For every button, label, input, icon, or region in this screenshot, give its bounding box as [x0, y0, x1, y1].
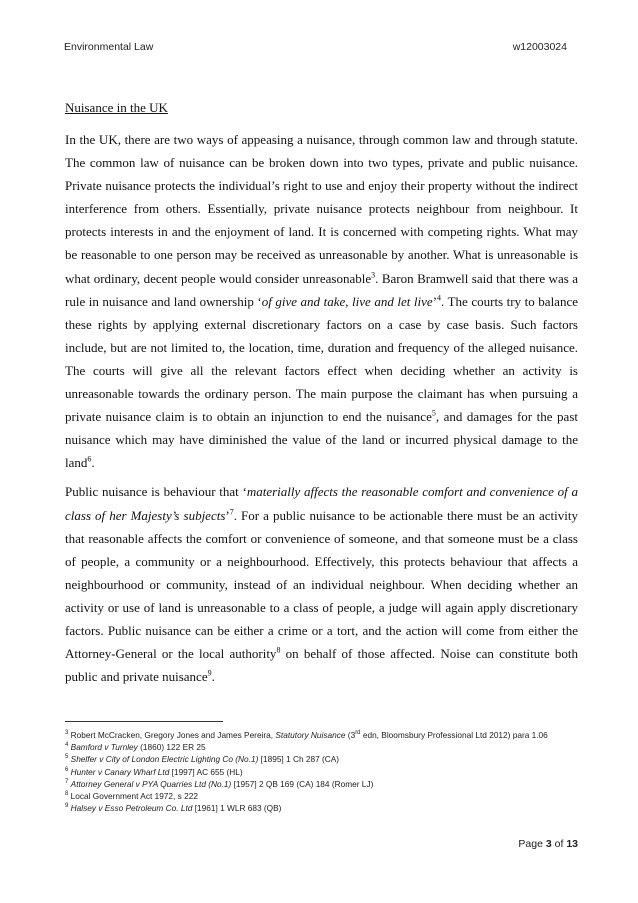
header-title: Environmental Law [64, 41, 154, 53]
quote-give-and-take: of give and take, live and let live [261, 293, 433, 309]
footnote-6: $^6$ Hunter v Canary Wharf Ltd [1997] AC 655 (HL) [65, 766, 243, 777]
footnote-3: $^3$ Robert McCracken, Gregory Jones and James Pereira, Statutory Nuisance (3rd edn, Bloomsbury Professional Ltd 2012) para 1.06 [65, 730, 548, 740]
paragraph-private-nuisance: In the UK, there are two ways of appeasing a nuisance, through common law and through statute. The common law of nuisance can be broken down into two types, private and public nuisance. Private nuisance protects the individual’s right to use and enjoy their property without the indirect interference from others. Essentially, private nuisance protects neighbour from neighbour. It protects interests in and the enjoyment of land. It is concerned with competing rights. What may be reasonable to one person may be received as unreasonable by another. What is unreasonable is what ordinary, decent people would consider unreasonable$^3$. Baron Bramwell said that there was a rule in nuisance and land ownership ‘of give and take, live and let live’$^4$. The courts try to balance these rights by applying external discretionary factors on a case by case basis. Such factors include, but are not limited to, the location, time, duration and frequency of the alleged nuisance. The courts will give all the relevant factors effect when deciding whether an activity is unreasonable towards the ordinary person. The main purpose the claimant has when pursuing a private nuisance claim is to obtain an injunction to end the nuisance$^5$, and damages for the past nuisance which may have diminished the value of the land or incurred physical damage to the land$^6$. [65, 132, 578, 471]
page-number: Page 3 of 13 [518, 838, 578, 850]
footnote-4: $^4$ Bamford v Turnley (1860) 122 ER 25 [65, 742, 206, 753]
footnote-9: $^9$ Halsey v Esso Petroleum Co. Ltd [1961] 1 WLR 683 (QB) [65, 803, 282, 814]
footnote-ref-3[interactable]: 3 [371, 270, 376, 280]
footnote-ref-8[interactable]: 8 [276, 645, 281, 655]
section-heading: Nuisance in the UK [65, 100, 168, 115]
footnotes [65, 729, 585, 814]
footnote-5: $^5$ Shelfer v City of London Electric Lighting Co (No.1) [1895] 1 Ch 287 (CA) [65, 754, 340, 765]
total-pages: 13 [566, 838, 578, 850]
footnote-ref-6[interactable]: 6 [87, 454, 92, 464]
header-student-id: w12003024 [512, 41, 567, 53]
paragraph-public-nuisance: Public nuisance is behaviour that ‘materially affects the reasonable comfort and convenience of a class of her Majesty’s subjects’$^7$. For a public nuisance to be actionable there must be an activity that reasonable affects the comfort or convenience of someone, and that someone must be a class of people, a community or a neighbourhood. Effectively, this protects behaviour that affects a neighbourhood or community, instead of an individual neighbour. When deciding whether an activity or use of land is unreasonable to a class of people, a judge will again apply discretionary factors. Public nuisance can be either a crime or a tort, and the action will come from either the Attorney-General or the local authority$^8$ on behalf of those affected. Noise can constitute both public and private nuisance$^9$. [65, 484, 578, 685]
footnote-ref-7[interactable]: 7 [229, 507, 234, 517]
footnote-8: $^8$ Local Government Act 1972, s 222 [65, 791, 198, 802]
current-page: 3 [545, 838, 552, 850]
footnote-separator [65, 721, 223, 722]
footnote-ref-4[interactable]: 4 [437, 293, 442, 303]
footnote-7: $^7$ Attorney General v PYA Quarries Ltd (No.1) [1957] 2 QB 169 (CA) 184 (Romer LJ) [65, 778, 374, 789]
footnote-ref-5[interactable]: 5 [431, 408, 436, 418]
quote-public-nuisance-definition: materially affects the reasonable comfort and convenience of a class of her Majesty’s subjects [65, 484, 578, 523]
body-text [65, 98, 578, 694]
footnote-ref-9[interactable]: 9 [207, 668, 212, 678]
